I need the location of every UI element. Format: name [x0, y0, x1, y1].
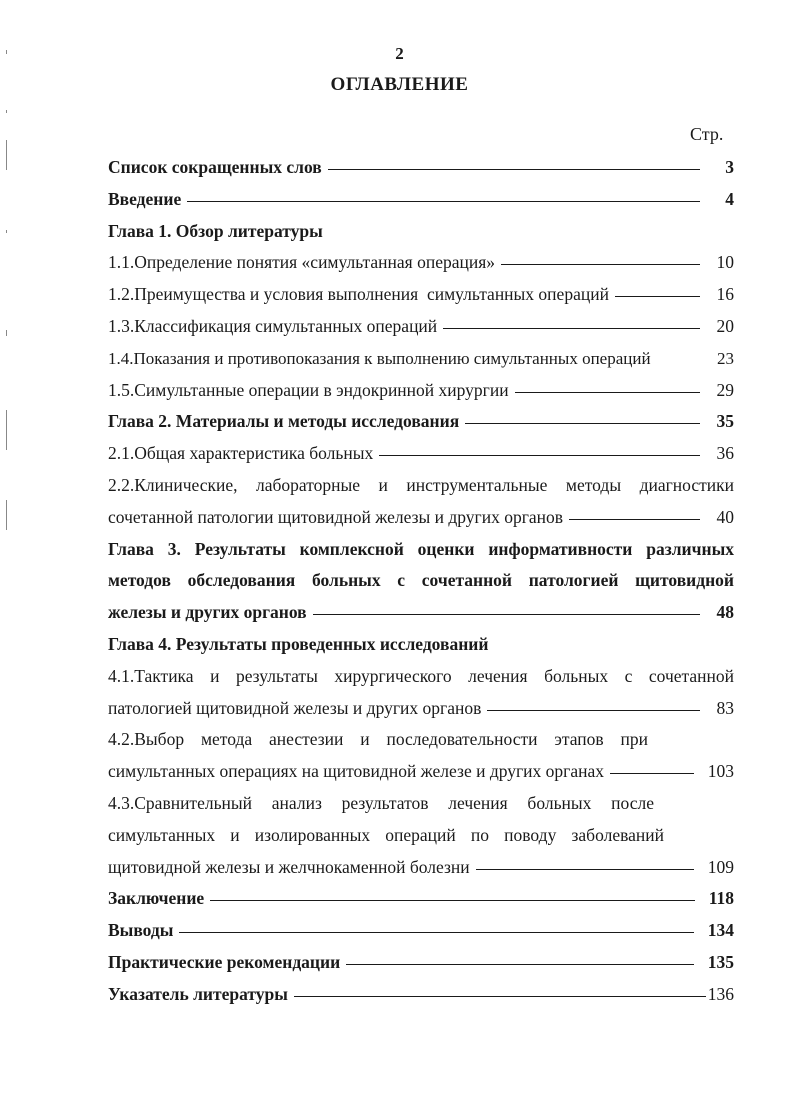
page-title: ОГЛАВЛЕНИЕ — [330, 74, 469, 95]
toc-page-number: 40 — [716, 506, 734, 527]
toc-entry-1-1[interactable]: 1.1.Определение понятия «симультанная операция» 10 — [108, 247, 734, 279]
toc-entry-1-5[interactable]: 1.5.Симультанные операции в эндокринной хирургии 29 — [108, 375, 734, 407]
toc-page-number: 109 — [707, 856, 734, 877]
dot-leader — [569, 519, 700, 520]
toc-entry-4-2[interactable]: 4.2.Выбор метода анестезии и последовательности этапов при симультанных операциях на щитовидной железе и других органах 103 — [108, 724, 734, 788]
dot-leader — [313, 614, 700, 615]
dot-leader — [515, 392, 700, 393]
table-of-contents — [108, 152, 734, 1011]
dot-leader — [615, 296, 700, 297]
toc-entry-references[interactable]: Указатель литературы 136 — [108, 979, 734, 1011]
toc-entry-1-4[interactable]: 1.4.Показания и противопоказания к выполнению симультанных операций 23 — [108, 343, 734, 375]
toc-page-number: 4 — [725, 188, 734, 209]
dot-leader — [501, 264, 700, 265]
dot-leader — [328, 169, 700, 170]
dot-leader — [443, 328, 700, 329]
toc-entry-findings[interactable]: Выводы 134 — [108, 915, 734, 947]
toc-page-number: 118 — [708, 888, 734, 909]
toc-page-number: 134 — [707, 920, 734, 941]
toc-entry-conclusion[interactable]: Заключение 118 — [108, 883, 734, 915]
toc-page-number: 10 — [716, 252, 734, 273]
toc-page-number: 29 — [716, 379, 734, 400]
toc-entry-4-1[interactable]: 4.1.Тактика и результаты хирургического лечения больных с сочетанной патологией щитовидной железы и других органов 83 — [108, 661, 734, 725]
toc-page-number: 35 — [716, 411, 734, 432]
dot-leader — [610, 773, 694, 774]
toc-entry-4-3[interactable]: 4.3.Сравнительный анализ результатов лечения больных после симультанных и изолированных операций по поводу заболеваний щитовидной железы и желчнокаменной болезни 109 — [108, 788, 734, 883]
toc-page-number: 83 — [716, 697, 734, 718]
toc-page-number: 136 — [707, 983, 734, 1004]
toc-page-number: 48 — [716, 602, 734, 623]
toc-page-number: 20 — [716, 315, 734, 336]
toc-entry-recommendations[interactable]: Практические рекомендации 135 — [108, 947, 734, 979]
toc-page-number: 23 — [717, 348, 734, 368]
toc-entry-introduction[interactable]: Введение 4 — [108, 184, 734, 216]
dot-leader — [210, 900, 695, 901]
toc-entry-2-1[interactable]: 2.1.Общая характеристика больных 36 — [108, 438, 734, 470]
toc-entry-2-2[interactable]: 2.2.Клинические, лабораторные и инструментальные методы диагностики сочетанной патологии щитовидной железы и других органов 40 — [108, 470, 734, 534]
dot-leader — [487, 710, 700, 711]
page-number: 2 — [395, 44, 404, 63]
dot-leader — [179, 932, 693, 933]
toc-entry-chapter-3[interactable]: Глава 3. Результаты комплексной оценки информативности различных методов обследования больных с сочетанной патологией щитовидной железы и других органов 48 — [108, 534, 734, 629]
dot-leader — [187, 201, 700, 202]
page-column-label: Стр. — [690, 124, 724, 144]
toc-page-number: 103 — [707, 761, 734, 782]
dot-leader — [465, 423, 700, 424]
toc-entry-chapter-2[interactable]: Глава 2. Материалы и методы исследования 35 — [108, 406, 734, 438]
scan-edge-marks — [6, 30, 10, 550]
toc-entry-chapter-1[interactable]: Глава 1. Обзор литературы — [108, 220, 323, 241]
dot-leader — [346, 964, 694, 965]
dot-leader — [294, 996, 706, 997]
toc-page-number: 16 — [716, 284, 734, 305]
toc-entry-chapter-4[interactable]: Глава 4. Результаты проведенных исследований — [108, 633, 489, 654]
toc-entry-abbreviations[interactable]: Список сокращенных слов 3 — [108, 152, 734, 184]
toc-page-number: 135 — [707, 951, 734, 972]
toc-page-number: 36 — [716, 443, 734, 464]
toc-entry-1-3[interactable]: 1.3.Классификация симультанных операций 20 — [108, 311, 734, 343]
toc-page-number: 3 — [725, 157, 734, 177]
toc-entry-1-2[interactable]: 1.2.Преимущества и условия выполнения симультанных операций 16 — [108, 279, 734, 311]
dot-leader — [476, 869, 694, 870]
dot-leader — [379, 455, 700, 456]
